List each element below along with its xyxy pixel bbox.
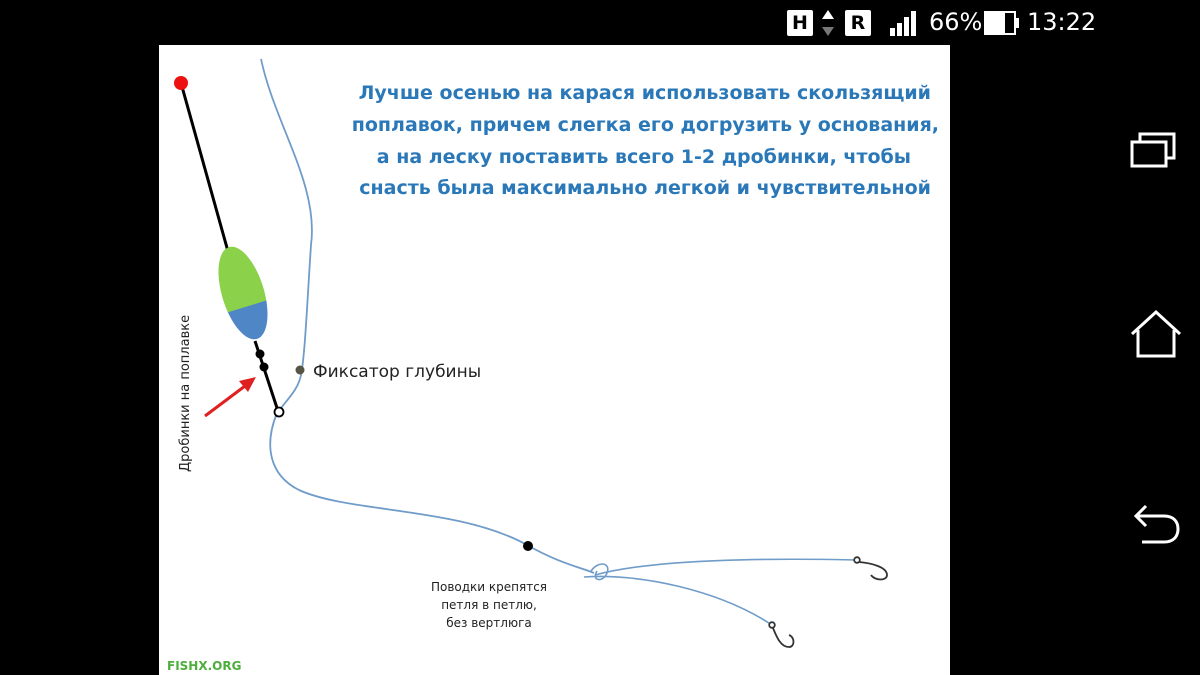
vertical-label-shots-on-float: Дробинки на поплавке — [178, 314, 193, 472]
line-shot-weight — [523, 541, 533, 551]
leaders-note-line-2: петля в петлю, — [441, 598, 537, 612]
main-fishing-line — [261, 59, 312, 417]
data-arrows-icon — [819, 8, 837, 38]
caption-line-3: а на леску поставить всего 1-2 дробинки, чтобы — [376, 146, 911, 168]
status-bar — [0, 0, 1200, 44]
battery-icon — [984, 10, 1020, 36]
caption-line-4: снасть была максимально легкой и чувствительной — [359, 177, 931, 199]
caption-line-1: Лучше осенью на карася использовать скользящий — [358, 82, 931, 104]
network-type-h-icon — [787, 10, 813, 36]
signal-strength-icon — [889, 10, 919, 36]
shot-weight-2 — [260, 363, 269, 372]
leader-line-1 — [595, 559, 856, 575]
watermark-text: FISHX.ORG — [167, 659, 242, 673]
pointer-arrow-icon — [205, 383, 249, 416]
navigation-bar — [1110, 44, 1200, 675]
battery-percent: 66% — [929, 8, 983, 36]
lower-fishing-line — [270, 413, 594, 573]
sliding-bead — [275, 408, 284, 417]
back-icon[interactable] — [1128, 494, 1184, 550]
depth-stop-dot — [296, 366, 305, 375]
shot-weight-1 — [256, 350, 265, 359]
network-type-label: H — [792, 12, 808, 34]
caption-line-2: поплавок, причем слегка его догрузить у основания, — [351, 114, 939, 136]
recents-icon[interactable] — [1128, 124, 1184, 180]
depth-stop-label: Фиксатор глубины — [313, 362, 482, 382]
image-viewer[interactable] — [159, 45, 950, 675]
float-antenna — [181, 83, 229, 255]
roaming-label: R — [850, 12, 866, 34]
float-body-icon — [195, 232, 293, 355]
leaders-note-line-1: Поводки крепятся — [430, 580, 548, 594]
home-icon[interactable] — [1128, 306, 1184, 362]
roaming-r-icon — [845, 10, 871, 36]
hook-icon-1 — [854, 557, 887, 579]
leaders-note-line-3: без вертлюга — [446, 616, 532, 630]
fishing-rig-diagram — [159, 45, 950, 675]
leader-line-2 — [584, 576, 772, 625]
hook-icon-2 — [769, 622, 793, 647]
clock: 13:22 — [1027, 8, 1097, 36]
float-tip-icon — [174, 76, 188, 90]
